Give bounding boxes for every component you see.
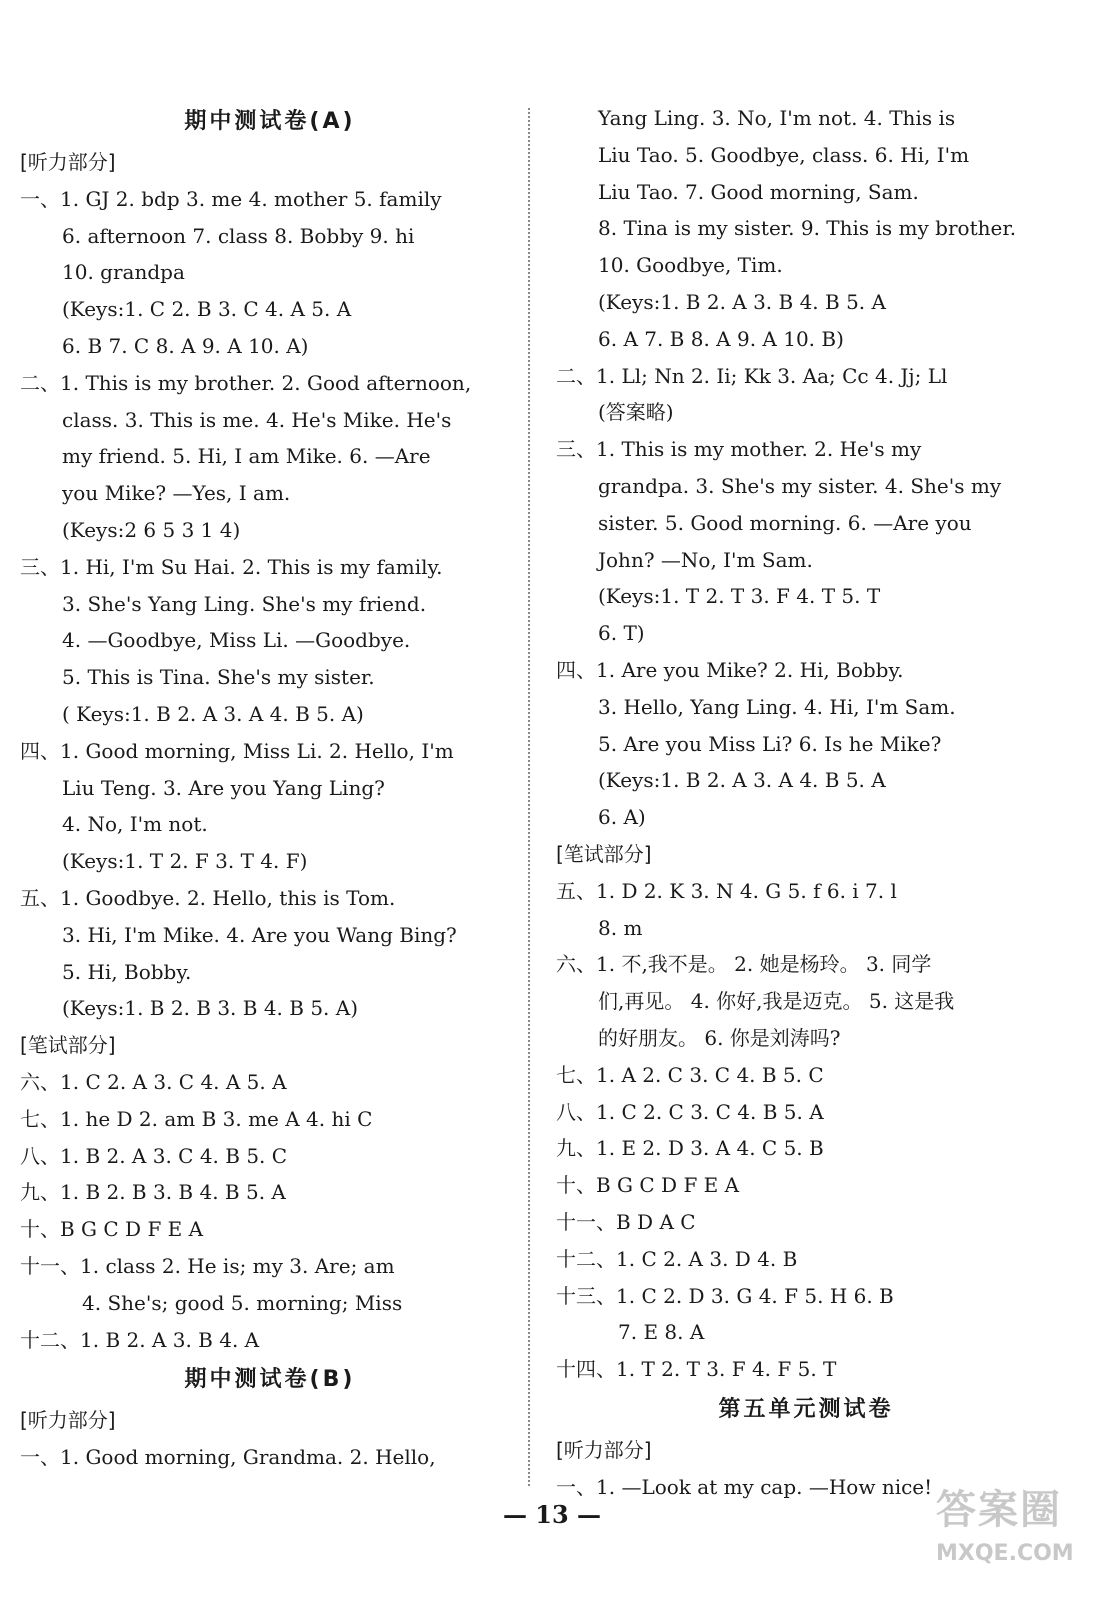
answer-line: 一、1. —Look at my cap. —How nice! [556, 1474, 933, 1499]
answer-line: Liu Tao. 5. Goodbye, class. 6. Hi, I'm [598, 142, 970, 167]
test-title: 期中测试卷(B) [184, 1367, 356, 1393]
answer-line: 10. grandpa [62, 260, 185, 285]
answer-line: 6. afternoon 7. class 8. Bobby 9. hi [62, 223, 415, 248]
section-heading: [听力部分] [20, 150, 116, 174]
section-heading: [笔试部分] [556, 841, 652, 866]
answer-line: 6. A 7. B 8. A 9. A 10. B) [598, 326, 844, 351]
answer-line: 十四、1. T 2. T 3. F 4. F 5. T [556, 1357, 837, 1382]
answer-line: 九、1. B 2. B 3. B 4. B 5. A [20, 1180, 286, 1205]
test-title: 第五单元测试卷 [718, 1396, 894, 1422]
column-divider [528, 108, 530, 1486]
answer-line: 一、1. GJ 2. bdp 3. me 4. mother 5. family [20, 186, 442, 211]
section-heading: [笔试部分] [20, 1033, 116, 1058]
answer-line: 4. No, I'm not. [62, 812, 208, 837]
answer-line: 一、1. Good morning, Grandma. 2. Hello, [20, 1445, 436, 1470]
left-column [20, 100, 520, 1476]
answer-line: Liu Tao. 7. Good morning, Sam. [598, 179, 919, 204]
answer-line: you Mike? —Yes, I am. [62, 481, 291, 506]
answer-line: 四、1. Good morning, Miss Li. 2. Hello, I'm [20, 738, 454, 763]
answer-line: 8. m [598, 915, 643, 940]
section-heading: [听力部分] [20, 1408, 116, 1433]
answer-line: 的好朋友。 6. 你是刘涛吗? [598, 1025, 841, 1050]
answer-line: 十一、B D A C [556, 1209, 696, 1234]
answer-line: 二、1. Ll; Nn 2. Ii; Kk 3. Aa; Cc 4. Jj; Ll [556, 363, 948, 388]
section-heading: [听力部分] [556, 1437, 652, 1462]
answer-line: John? —No, I'm Sam. [598, 547, 813, 572]
answer-line: Liu Teng. 3. Are you Yang Ling? [62, 775, 385, 800]
watermark-logo [936, 1478, 1076, 1588]
answer-line: 十、B G C D F E A [20, 1217, 204, 1242]
answer-line: sister. 5. Good morning. 6. —Are you [598, 510, 972, 535]
right-column [556, 100, 1056, 1505]
answer-line: 5. Are you Miss Li? 6. Is he Mike? [598, 731, 942, 756]
answer-line: class. 3. This is me. 4. He's Mike. He's [62, 407, 452, 432]
answer-line: 七、1. A 2. C 3. C 4. B 5. C [556, 1062, 824, 1087]
answer-line: Yang Ling. 3. No, I'm not. 4. This is [598, 106, 956, 130]
answer-line: 八、1. B 2. A 3. C 4. B 5. C [20, 1143, 288, 1168]
answer-line: 十三、1. C 2. D 3. G 4. F 5. H 6. B [556, 1283, 894, 1308]
answer-line: 3. She's Yang Ling. She's my friend. [62, 591, 427, 616]
answer-line: 三、1. Hi, I'm Su Hai. 2. This is my family. [20, 554, 443, 579]
watermark-text: 答案圈 [936, 1487, 1062, 1533]
answer-line: 四、1. Are you Mike? 2. Hi, Bobby. [556, 657, 904, 682]
answer-line: 十二、1. B 2. A 3. B 4. A [20, 1327, 260, 1352]
answer-line: grandpa. 3. She's my sister. 4. She's my [598, 473, 1002, 498]
answer-line: 3. Hello, Yang Ling. 4. Hi, I'm Sam. [598, 694, 956, 719]
test-title: 期中测试卷(A) [184, 109, 356, 134]
answer-line: 六、1. 不,我不是。 2. 她是杨玲。 3. 同学 [556, 952, 932, 977]
answer-line: 6. T) [598, 621, 645, 646]
answer-line: 十二、1. C 2. A 3. D 4. B [556, 1246, 798, 1271]
answer-line: (答案略) [598, 400, 674, 425]
answer-line: (Keys:1. T 2. T 3. F 4. T 5. T [598, 584, 881, 609]
answer-line: (Keys:1. C 2. B 3. C 4. A 5. A [62, 297, 352, 322]
answer-line: 九、1. E 2. D 3. A 4. C 5. B [556, 1136, 824, 1161]
answer-line: 6. A) [598, 805, 646, 830]
answer-line: 十、B G C D F E A [556, 1173, 740, 1198]
answer-line: 8. Tina is my sister. 9. This is my brother. [598, 216, 1017, 241]
answer-line: 三、1. This is my mother. 2. He's my [556, 437, 922, 462]
answer-line: (Keys:2 6 5 3 1 4) [62, 517, 241, 542]
answer-line: 6. B 7. C 8. A 9. A 10. A) [62, 333, 309, 358]
answer-line: 10. Goodbye, Tim. [598, 253, 783, 278]
answer-line: (Keys:1. T 2. F 3. T 4. F) [62, 849, 308, 874]
answer-line: 五、1. D 2. K 3. N 4. G 5. f 6. i 7. l [556, 878, 897, 903]
answer-line: 六、1. C 2. A 3. C 4. A 5. A [20, 1069, 287, 1094]
watermark-url: MXQE.COM [936, 1541, 1074, 1566]
answer-line: (Keys:1. B 2. A 3. B 4. B 5. A [598, 289, 886, 314]
answer-line: 五、1. Goodbye. 2. Hello, this is Tom. [20, 885, 396, 910]
answer-line: 3. Hi, I'm Mike. 4. Are you Wang Bing? [62, 922, 457, 947]
answer-line: 5. This is Tina. She's my sister. [62, 665, 375, 690]
answer-line: ( Keys:1. B 2. A 3. A 4. B 5. A) [62, 701, 364, 726]
answer-line: (Keys:1. B 2. A 3. A 4. B 5. A [598, 768, 886, 793]
answer-line: my friend. 5. Hi, I am Mike. 6. —Are [62, 444, 431, 469]
page-number: — 13 — [502, 1500, 602, 1529]
answer-line: (Keys:1. B 2. B 3. B 4. B 5. A) [62, 996, 359, 1021]
answer-line: 二、1. This is my brother. 2. Good afternoon, [20, 370, 472, 395]
answer-line: 4. —Goodbye, Miss Li. —Goodbye. [62, 628, 411, 653]
answer-line: 们,再见。 4. 你好,我是迈克。 5. 这是我 [598, 989, 955, 1014]
answer-line: 七、1. he D 2. am B 3. me A 4. hi C [20, 1106, 373, 1131]
answer-line: 八、1. C 2. C 3. C 4. B 5. A [556, 1099, 824, 1124]
answer-line: 7. E 8. A [618, 1320, 705, 1345]
answer-line: 5. Hi, Bobby. [62, 959, 192, 984]
answer-line: 4. She's; good 5. morning; Miss [82, 1290, 403, 1315]
answer-line: 十一、1. class 2. He is; my 3. Are; am [20, 1253, 395, 1278]
